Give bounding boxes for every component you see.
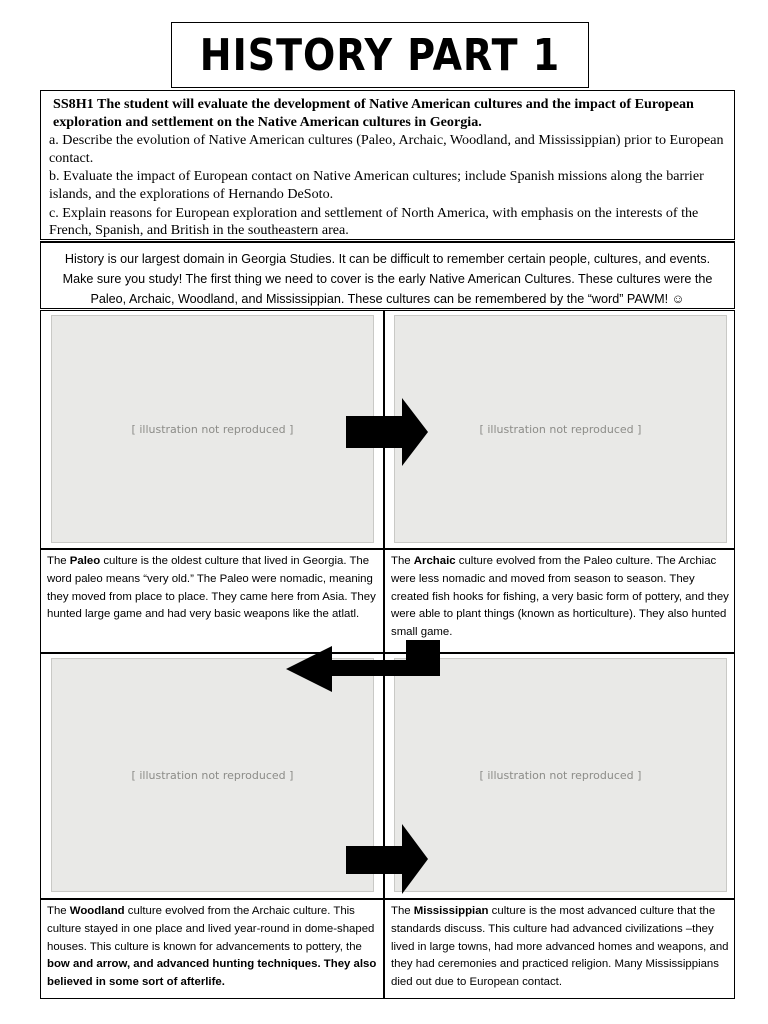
woodland-bold-text: bow and arrow, and advanced hunting techniques. They also believed in some sort of afterlife.: [47, 958, 377, 989]
woodland-illustration: [ illustration not reproduced ]: [51, 658, 374, 892]
arrow-right-icon: [344, 396, 430, 468]
paleo-caption: The Paleo culture is the oldest culture that lived in Georgia. The word paleo means “very old.” The Paleo were nomadic, meaning they moved from place to place. They came here from Asia. They hunted large game and had very basic weapons like the atlatl.: [47, 555, 376, 621]
standard-item-a: a. Describe the evolution of Native American cultures (Paleo, Archaic, Woodland, and Mississippian) prior to European contact.: [49, 132, 724, 166]
arrow-left-icon: [282, 636, 442, 696]
mississippian-name: Mississippian: [413, 905, 489, 917]
mississippian-illustration: [ illustration not reproduced ]: [394, 658, 727, 892]
grid-divider-1: [41, 548, 734, 550]
standard-heading: SS8H1 The student will evaluate the development of Native American cultures and the impact of European exploration and settlement on the Native American cultures in Georgia.: [53, 96, 694, 130]
page-title: HISTORY PART 1: [199, 29, 561, 81]
mississippian-caption: The Mississippian culture is the most advanced culture that the standards discuss. This culture had advanced civilizations –they lived in large towns, had more advanced homes and weapons, and they had ceremonies and practiced religion. Many Mississippians died out due to European contact.: [391, 905, 729, 989]
arrow-right-icon: [344, 822, 430, 896]
standards-box: [40, 90, 735, 240]
grid-divider-3: [41, 898, 734, 900]
woodland-caption: The Woodland culture evolved from the Archaic culture. This culture stayed in one place and lived year-round in dome-shaped houses. This culture is known for advancements to pottery, the bow and arrow, and advanced hunting techniques. They also believed in some sort of afterlife.: [47, 905, 377, 989]
title-box: [171, 22, 589, 88]
paleo-name: Paleo: [69, 555, 101, 567]
archaic-illustration: [ illustration not reproduced ]: [394, 315, 727, 543]
archaic-caption: The Archaic culture evolved from the Paleo culture. The Archiac were less nomadic and moved from season to season. They created fish hooks for fishing, a very basic form of pottery, and they were able to plant things (known as horticulture). They also hunted small game.: [391, 555, 729, 639]
woodland-name: Woodland: [69, 905, 125, 917]
archaic-name: Archaic: [413, 555, 456, 567]
intro-text: History is our largest domain in Georgia Studies. It can be difficult to remember certain people, cultures, and events. Make sure you study! The first thing we need to cover is the early Native American Cultures. These cultures were the Paleo, Archaic, Woodland, and Mississippian. These cultures can be remembered by the “word” PAWM! ☺: [62, 252, 713, 306]
standard-item-c: c. Explain reasons for European exploration and settlement of North America, with emphasis on the interests of the French, Spanish, and British in the southeastern area.: [49, 204, 699, 239]
paleo-illustration: [ illustration not reproduced ]: [51, 315, 374, 543]
standard-item-b: b. Evaluate the impact of European contact on Native American cultures; include Spanish missions along the barrier islands, and the explorations of Hernando DeSoto.: [49, 168, 704, 202]
intro-box: [40, 241, 735, 309]
